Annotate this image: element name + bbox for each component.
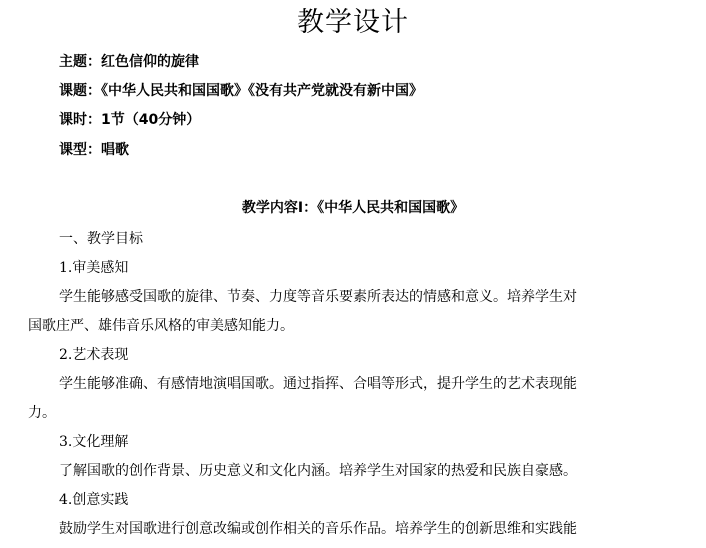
- meta-type: 课型：唱歌: [59, 142, 129, 158]
- objective-text-line: 国歌庄严、雄伟音乐风格的审美感知能力。: [28, 318, 294, 334]
- meta-topic: 主题：红色信仰的旋律: [59, 54, 199, 70]
- meta-duration: 课时：1节（40分钟）: [59, 112, 201, 128]
- objective-text-line: 学生能够感受国歌的旋律、节奏、力度等音乐要素所表达的情感和意义。培养学生对: [59, 289, 577, 305]
- objective-text-line: 学生能够准确、有感情地演唱国歌。通过指挥、合唱等形式，提升学生的艺术表现能: [59, 376, 577, 392]
- meta-lesson: 课题：《中华人民共和国国歌》《没有共产党就没有新中国》: [59, 83, 423, 99]
- objective-text-line: 了解国歌的创作背景、历史意义和文化内涵。培养学生对国家的热爱和民族自豪感。: [59, 463, 577, 479]
- objective-text-line: 力。: [28, 405, 56, 421]
- objectives-heading: 一、教学目标: [59, 231, 143, 247]
- objective-heading-creative: 4.创意实践: [59, 492, 129, 508]
- objective-heading-artistic: 2.艺术表现: [59, 347, 129, 363]
- section-title: 教学内容Ⅰ：《中华人民共和国国歌》: [241, 200, 465, 216]
- objective-heading-aesthetic: 1.审美感知: [59, 260, 129, 276]
- document-title: 教学设计: [297, 7, 409, 38]
- objective-text-line: 鼓励学生对国歌进行创意改编或创作相关的音乐作品。培养学生的创新思维和实践能: [59, 521, 577, 537]
- objective-heading-culture: 3.文化理解: [59, 434, 129, 450]
